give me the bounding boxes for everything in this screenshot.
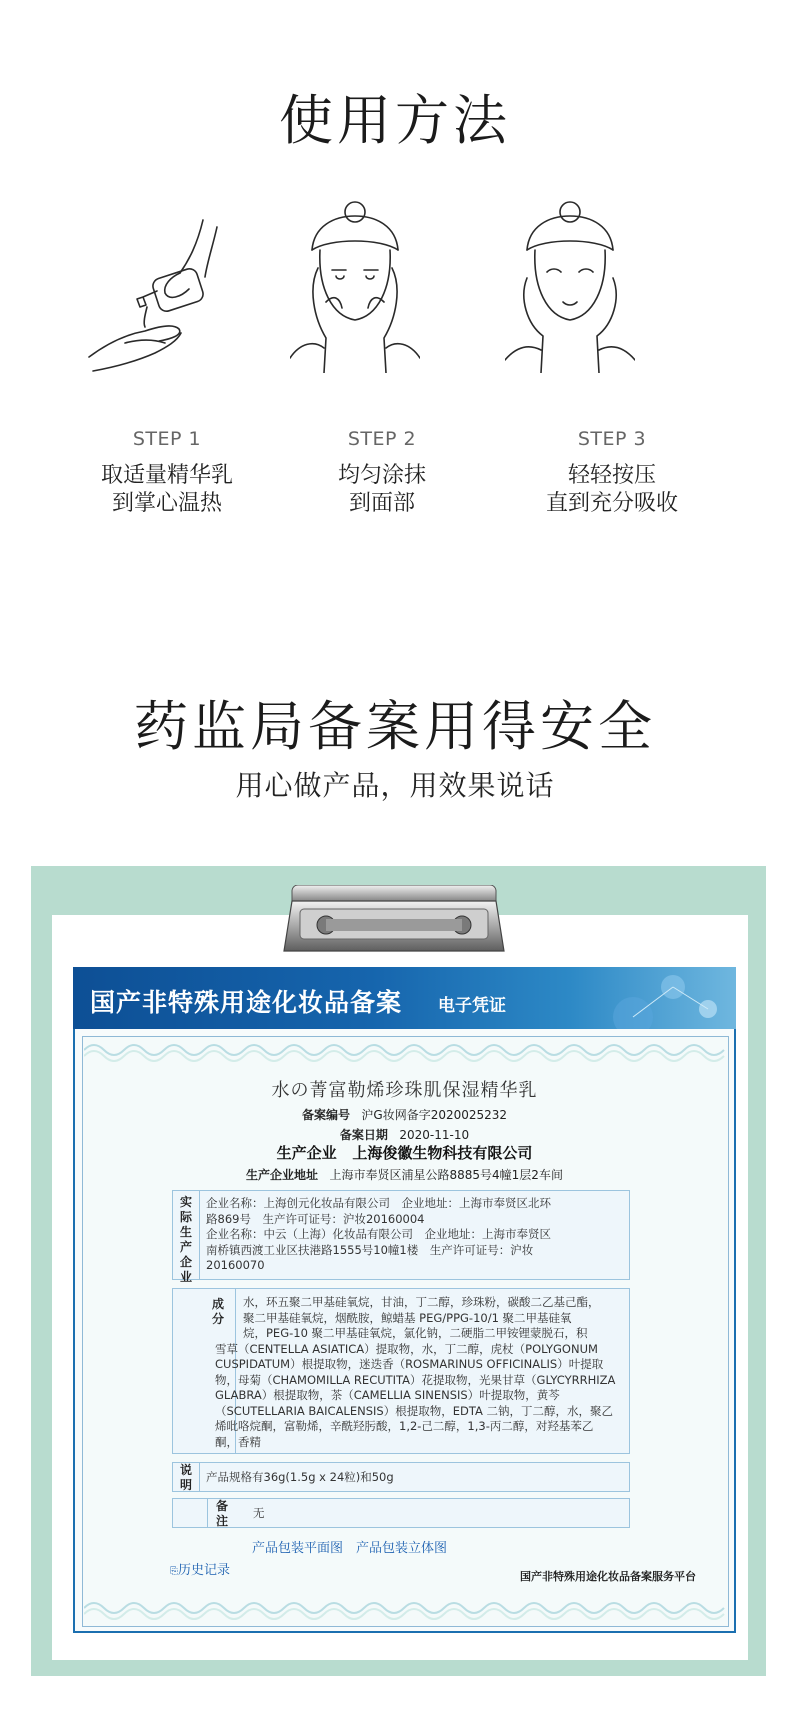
registration-title: 药监局备案用得安全 (134, 695, 656, 758)
actual-manufacturer-label: 实际生产企业 (179, 1195, 192, 1284)
ingredient-line: 水，环五聚二甲基硅氧烷，甘油，丁二醇，珍珠粉，碳酸二乙基己酯， (243, 1295, 600, 1309)
hands-pour-icon (85, 215, 225, 380)
actual-line: 南桥镇西渡工业区扶港路1555号10幢1楼 生产许可证号：沪妆 (206, 1242, 534, 1257)
step-3-text (497, 462, 727, 518)
face-apply-icon (290, 198, 420, 373)
divider (199, 1191, 200, 1279)
record-number-value: 沪G妆网备字2020025232 (361, 1108, 508, 1122)
step-2-line-1: 均匀涂抹 (337, 463, 426, 488)
step-3-label: STEP 3 (577, 428, 647, 450)
note-label: 说明 (179, 1463, 192, 1492)
face-press-icon (505, 198, 635, 373)
ingredient-line: 烯吡咯烷酮，富勒烯，辛酰羟肟酸，1,2-己二醇，1,3-丙二醇，对羟基苯乙 (215, 1419, 594, 1433)
maker-address-value: 上海市奉贤区浦星公路8885号4幢1层2车间 (329, 1168, 563, 1182)
divider (207, 1499, 208, 1527)
wave-pattern-top (84, 1038, 725, 1062)
wave-pattern-bottom (84, 1598, 725, 1622)
step-2-line-2: 到面部 (348, 491, 415, 516)
actual-line: 20160070 (206, 1258, 265, 1272)
maker-address (82, 1166, 727, 1183)
certificate-banner-subtitle: 电子凭证 (438, 996, 506, 1016)
certificate-banner-title: 国产非特殊用途化妆品备案 (90, 988, 403, 1017)
clipboard-clip-icon (278, 885, 510, 955)
ingredient-line: 酮，香精 (215, 1434, 261, 1449)
maker-label: 生产企业 (276, 1144, 337, 1162)
ingredient-line: GLABRA）根提取物，茶（CAMELLIA SINENSIS）叶提取物，黄芩 (215, 1388, 560, 1402)
ingredients-label: 成分 (211, 1297, 224, 1326)
platform-name: 国产非特殊用途化妆品备案服务平台 (520, 1570, 696, 1583)
step-3-line-1: 轻轻按压 (567, 463, 656, 488)
record-number-label: 备案编号 (301, 1108, 350, 1122)
actual-line: 企业名称：中云（上海）化妆品有限公司 企业地址：上海市奉贤区 (206, 1227, 551, 1241)
history-label: 历史记录 (178, 1563, 231, 1578)
actual-line: 路869号 生产许可证号：沪妆20160004 (206, 1211, 425, 1226)
package-flat-link[interactable]: 产品包装平面图 (252, 1541, 344, 1556)
step-3-line-2: 直到充分吸收 (545, 491, 678, 516)
remark-box (172, 1498, 630, 1528)
step-1-label: STEP 1 (132, 428, 202, 450)
product-name: 水の菁富勒烯珍珠肌保湿精华乳 (271, 1080, 538, 1101)
ingredient-line: 雪草（CENTELLA ASIATICA）提取物，水，丁二醇，虎杖（POLYGONUM (215, 1341, 598, 1356)
package-3d-link[interactable]: 产品包装立体图 (356, 1541, 448, 1556)
history-link[interactable] (170, 1559, 230, 1578)
maker-address-label: 生产企业地址 (246, 1168, 319, 1182)
remark-label: 备注 (215, 1499, 228, 1528)
usage-title: 使用方法 (279, 89, 511, 152)
remark-text: 无 (253, 1506, 265, 1520)
actual-manufacturer-text (206, 1196, 626, 1274)
maker-value: 上海俊徽生物科技有限公司 (352, 1144, 533, 1162)
ingredient-line: CUSPIDATUM）根提取物，迷迭香（ROSMARINUS OFFICINALIS）叶提取 (215, 1357, 604, 1371)
record-number (82, 1106, 727, 1123)
ingredient-line: （SCUTELLARIA BAICALENSIS）根提取物，EDTA 二钠，丁二醇，水，聚乙 (215, 1403, 613, 1418)
record-date-value: 2020-11-10 (399, 1128, 470, 1142)
step-1-line-2: 到掌心温热 (111, 491, 222, 516)
divider (199, 1463, 200, 1491)
ingredient-line: 聚二甲基硅氧烷，烟酰胺，鲸蜡基 PEG/PPG-10/1 聚二甲基硅氧 (243, 1310, 572, 1325)
record-date-label: 备案日期 (339, 1128, 388, 1142)
ingredient-line: 物，母菊（CHAMOMILLA RECUTITA）花提取物，光果甘草（GLYCYRRHIZA (215, 1372, 616, 1387)
maker (82, 1142, 727, 1163)
ingredients-box (172, 1288, 630, 1454)
history-icon: ⎘ (170, 1566, 178, 1577)
note-text: 产品规格有36g(1.5g x 24粒)和50g (206, 1470, 394, 1484)
actual-line: 企业名称：上海创元化妆品有限公司 企业地址：上海市奉贤区北环 (206, 1196, 551, 1210)
registration-subtitle: 用心做产品，用效果说话 (235, 769, 555, 802)
step-2-label: STEP 2 (347, 428, 417, 450)
record-date (82, 1126, 727, 1143)
step-2-text (267, 462, 497, 518)
note-box (172, 1462, 630, 1492)
ingredients-text (215, 1295, 629, 1450)
ingredient-line: 烷，PEG-10 聚二甲基硅氧烷，氯化钠，二硬脂二甲铵锂蒙脱石，积 (243, 1326, 588, 1340)
step-1-line-1: 取适量精华乳 (100, 463, 233, 488)
actual-manufacturer-box (172, 1190, 630, 1284)
step-1-text (52, 462, 282, 518)
